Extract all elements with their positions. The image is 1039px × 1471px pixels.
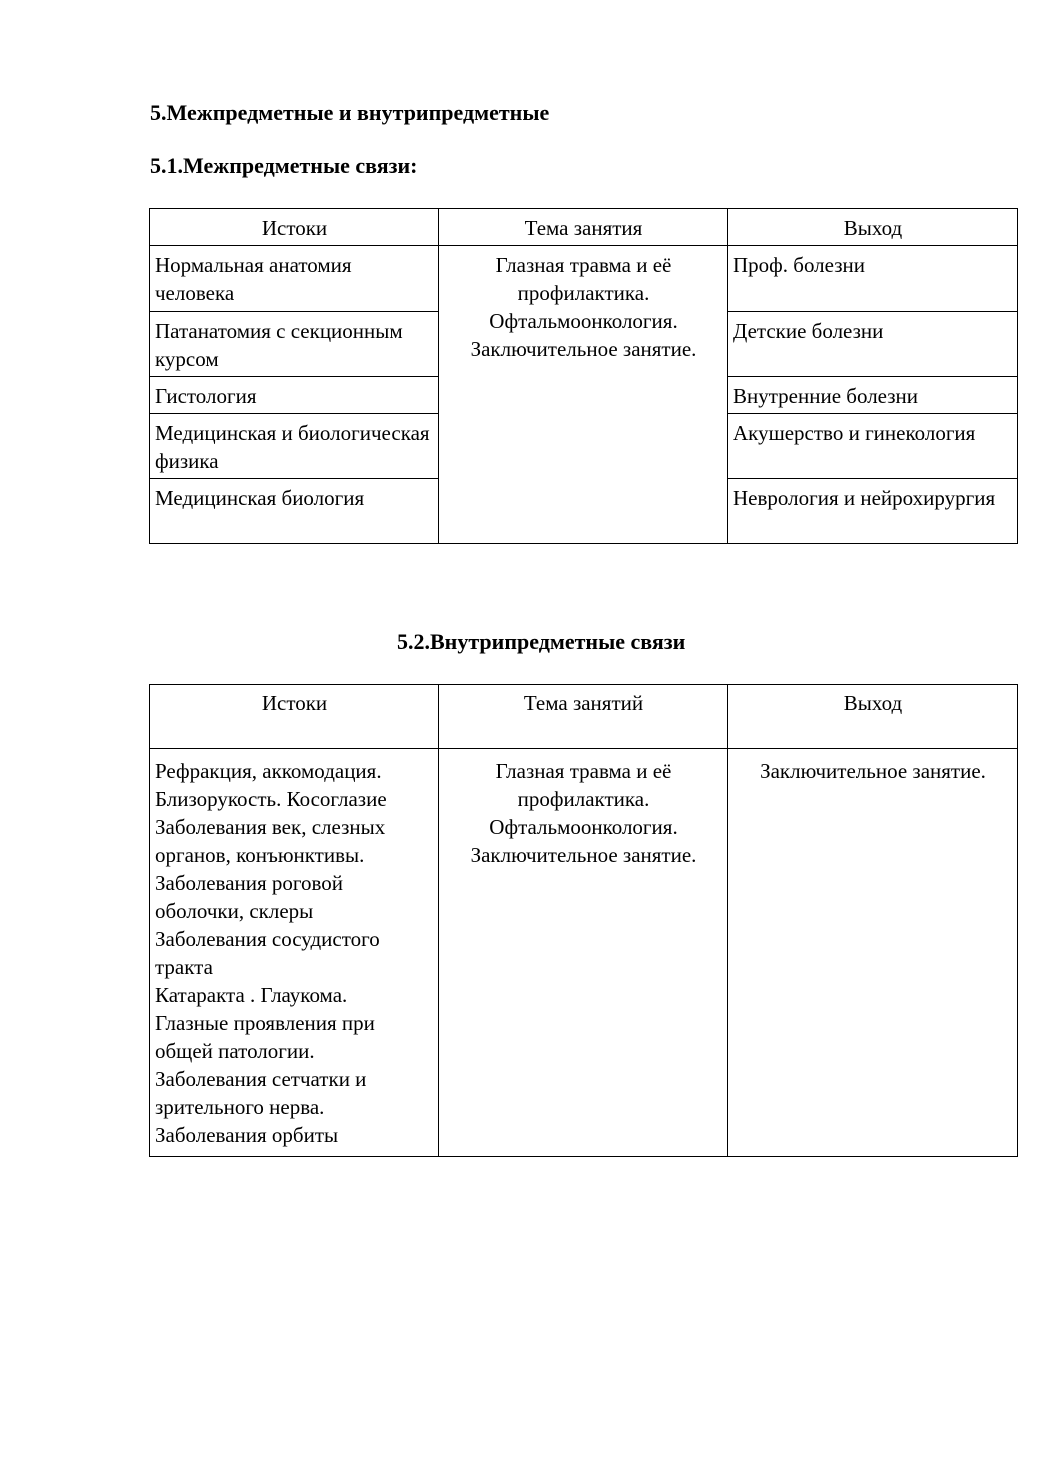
topic-line: Глазная травма и её <box>495 759 672 783</box>
source-line: Заболевания роговой оболочки, склеры <box>155 871 343 923</box>
topic-line: профилактика. <box>517 281 650 305</box>
output-cell: Неврология и нейрохирургия <box>728 479 1018 544</box>
source-line: Рефракция, аккомодация. <box>155 759 382 783</box>
output-cell: Внутренние болезни <box>728 377 1018 414</box>
source-cell <box>150 749 439 1157</box>
source-cell: Гистология <box>150 377 439 414</box>
table-row <box>150 246 1018 312</box>
topic-line: Заключительное занятие. <box>470 843 697 867</box>
output-cell: Детские болезни <box>728 312 1018 377</box>
column-header-output: Выход <box>728 685 1018 749</box>
interdisciplinary-links-table <box>149 208 1018 544</box>
section-title: 5.Межпредметные и внутрипредметные <box>150 100 550 125</box>
source-cell: Патанатомия с секционным курсом <box>150 312 439 377</box>
source-cell: Медицинская и биологическая физика <box>150 414 439 479</box>
output-cell: Заключительное занятие. <box>728 749 1018 1157</box>
column-header-sources: Истоки <box>150 209 439 246</box>
table-row <box>150 749 1018 1157</box>
source-cell: Нормальная анатомия человека <box>150 246 439 312</box>
source-line: Заболевания сосудистого тракта <box>155 927 380 979</box>
subsection-title-intradisciplinary: 5.2.Внутрипредметные связи <box>397 629 686 654</box>
topic-line: Офтальмоонкология. <box>489 309 678 333</box>
source-line: Глазные проявления при общей патологии. <box>155 1011 375 1063</box>
column-header-sources: Истоки <box>150 685 439 749</box>
topic-line: Офтальмоонкология. <box>489 815 678 839</box>
output-cell: Акушерство и гинекология <box>728 414 1018 479</box>
source-line: Заболевания век, слезных органов, конъюнктивы. <box>155 815 386 867</box>
source-line: Катаракта . Глаукома. <box>155 983 348 1007</box>
topic-cell <box>439 246 728 544</box>
column-header-topic: Тема занятий <box>439 685 728 749</box>
subsection-title-interdisciplinary: 5.1.Межпредметные связи: <box>150 153 418 178</box>
topic-cell <box>439 749 728 1157</box>
output-cell: Проф. болезни <box>728 246 1018 312</box>
source-line: Заболевания сетчатки и зрительного нерва. <box>155 1067 367 1119</box>
source-line: Заболевания орбиты <box>155 1123 339 1147</box>
intradisciplinary-links-table <box>149 684 1018 1157</box>
column-header-output: Выход <box>728 209 1018 246</box>
topic-line: Глазная травма и её <box>495 253 672 277</box>
table-header-row <box>150 685 1018 749</box>
source-cell: Медицинская биология <box>150 479 439 544</box>
column-header-topic: Тема занятия <box>439 209 728 246</box>
source-line: Близорукость. Косоглазие <box>155 787 387 811</box>
topic-line: Заключительное занятие. <box>470 337 697 361</box>
topic-line: профилактика. <box>517 787 650 811</box>
table-header-row <box>150 209 1018 246</box>
